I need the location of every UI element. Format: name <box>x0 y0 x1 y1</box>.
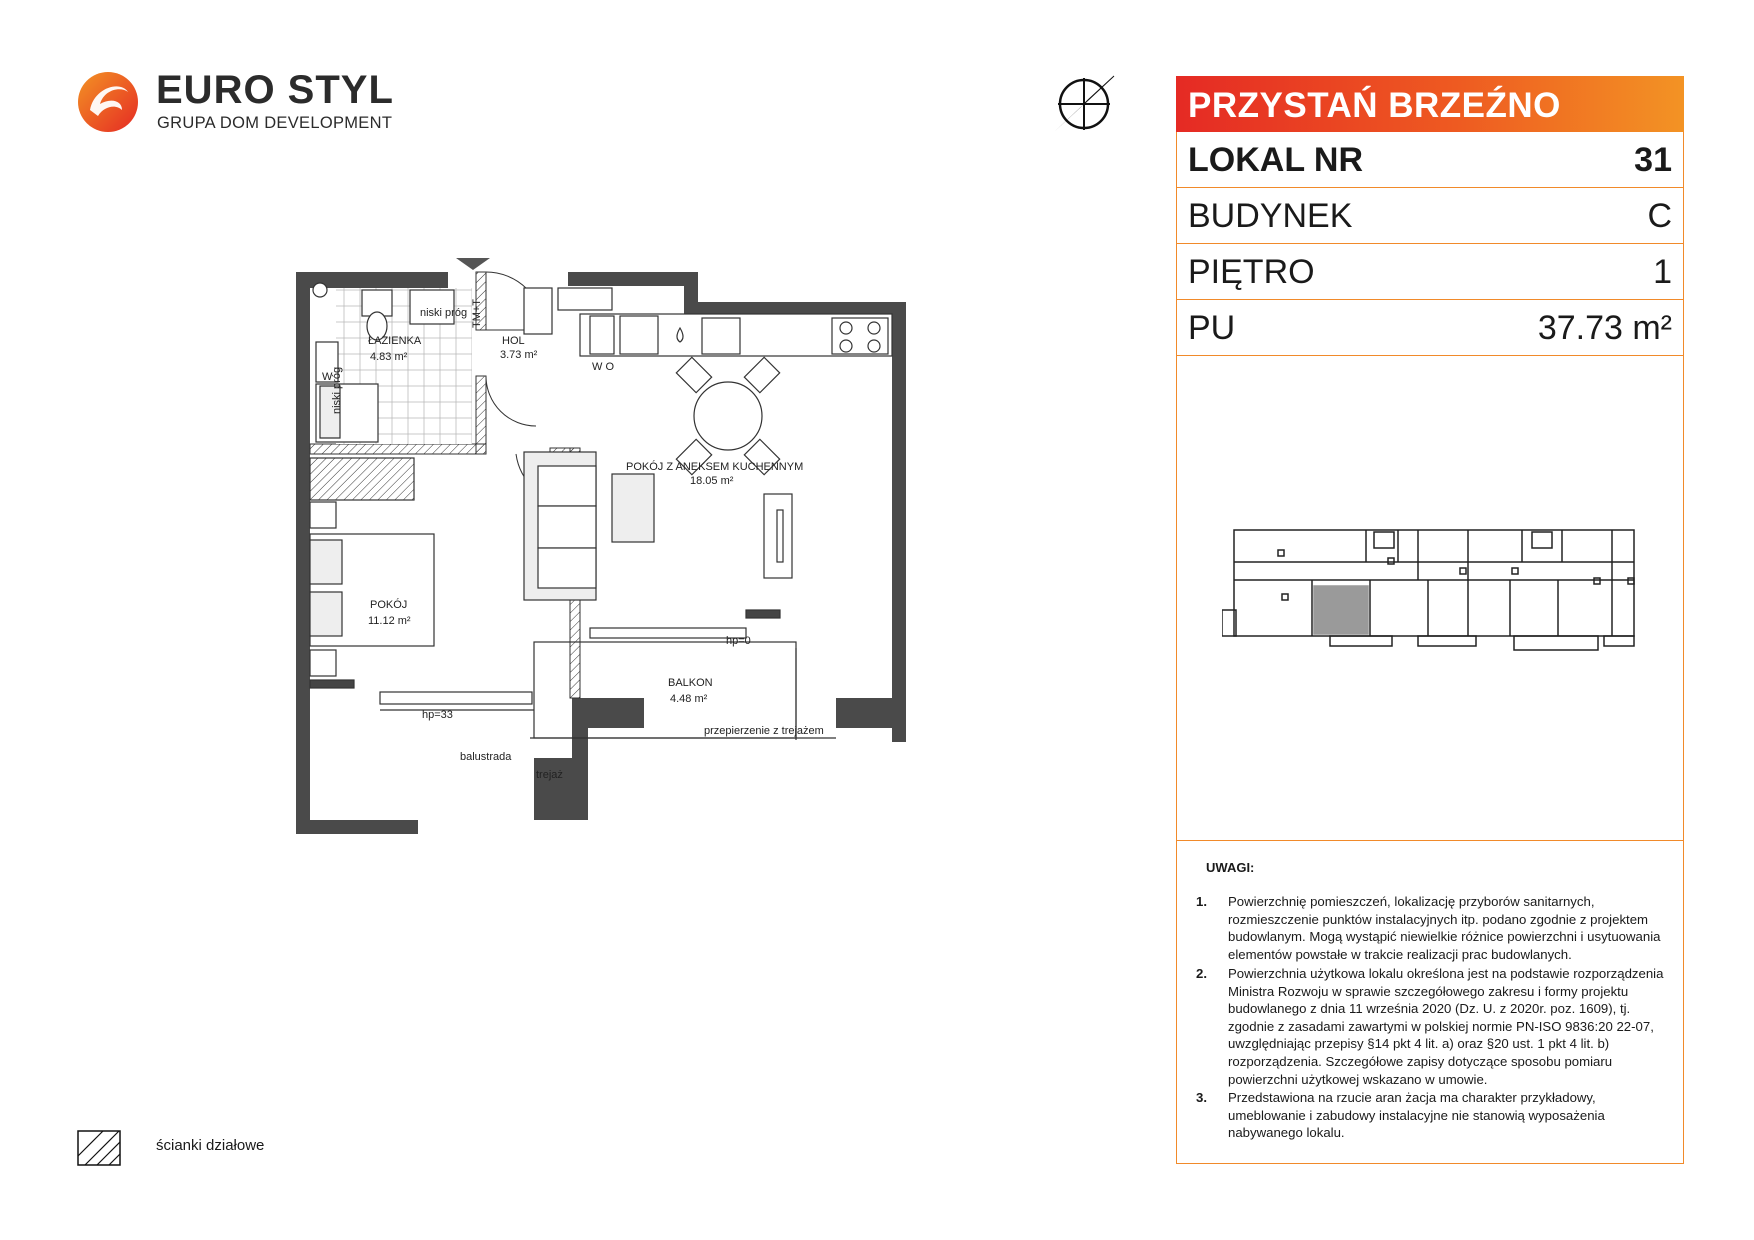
annotation: niski próg <box>331 366 343 414</box>
note-item <box>1196 1089 1676 1145</box>
note-text: Przedstawiona na rzucie aran żacja ma charakter przykładowy, umeblowanie i zabudowy instalacyjne nie stanowią wyposażenia nabywanego lokalu. <box>1228 1090 1605 1141</box>
note-number: 1. <box>1196 894 1207 909</box>
note-number: 2. <box>1196 966 1207 981</box>
partition-wall-hatch-icon <box>77 1130 121 1166</box>
room-area: 4.83 m² <box>370 351 408 363</box>
row-label: PIĘTRO <box>1188 253 1315 291</box>
row-value: 31 <box>1634 141 1672 179</box>
room-area: 11.12 m² <box>368 615 411 627</box>
annotation: W O <box>592 361 614 373</box>
project-name: PRZYSTAŃ BRZEŹNO <box>1188 86 1561 125</box>
note-text: Powierzchnia użytkowa lokalu określona jest na podstawie rozporządzenia Ministra Rozwoju w sprawie szczegółowego zakresu i formy projektu budowlanego z dnia 11 września 2020 (Dz. U. z 2020r. poz. 1609), tj. zgodnie z zasadami zawartymi w polskiej normie PN-ISO 9836:20 22-07, uwzględniając przepisy §14 pkt 4 lit. a) oraz §20 ust. 1 pkt 4 lit. b) rozporządzenia. Szczegółowe zapisy dotyczące sposobu pomiaru powierzchni użytkowej wskazano w umowie. <box>1228 966 1664 1087</box>
note-item <box>1196 893 1676 965</box>
project-header <box>1176 76 1684 132</box>
legend-label: ścianki działowe <box>156 1137 265 1154</box>
row-value: 37.73 m² <box>1537 309 1672 347</box>
row-pietro <box>1176 244 1684 300</box>
annotation: hp=0 <box>726 635 751 647</box>
row-pu <box>1176 300 1684 356</box>
room-name: POKÓJ Z ANEKSEM KUCHENNYM <box>626 461 804 473</box>
row-label: LOKAL NR <box>1188 141 1364 179</box>
living-furniture <box>524 452 792 600</box>
room-name: POKÓJ <box>370 599 408 611</box>
building-key-plan <box>1222 522 1642 652</box>
euro-styl-logo-icon <box>76 70 140 134</box>
annotation: niski próg <box>420 307 468 319</box>
notes-title: UWAGI: <box>1206 860 1255 875</box>
apartment-floor-plan <box>280 258 960 858</box>
room-name: ŁAZIENKA <box>368 335 422 347</box>
annotation: balustrada <box>460 751 512 763</box>
room-area: 18.05 m² <box>690 475 734 487</box>
row-label: PU <box>1188 309 1236 347</box>
kitchen-counter <box>524 288 892 356</box>
annotation: trejaż <box>536 769 563 781</box>
annotation: TM+T <box>471 298 483 328</box>
row-lokal <box>1176 132 1684 188</box>
bedroom-furniture <box>310 458 434 688</box>
row-value: C <box>1647 197 1672 235</box>
brand-name: EURO STYL <box>156 68 394 112</box>
note-text: Powierzchnię pomieszczeń, lokalizację przyborów sanitarnych, rozmieszczenie punktów instalacyjnych itp. podano zgodnie z projektem budowlanym. Mogą wystąpić niewielkie różnice powierzchni i usytuowania elementów powstałe w trakcie realizacji prac budowlanych. <box>1228 894 1661 962</box>
dining-table <box>676 357 779 474</box>
brand-subtitle: GRUPA DOM DEVELOPMENT <box>157 114 393 132</box>
annotation: przepierzenie z trejażem <box>704 725 824 737</box>
notes-divider <box>1176 840 1684 841</box>
annotation: W <box>322 371 333 383</box>
annotation: hp=33 <box>422 709 453 721</box>
row-label: BUDYNEK <box>1188 197 1353 235</box>
room-name: HOL <box>502 335 525 347</box>
room-area: 4.48 m² <box>670 693 708 705</box>
row-value: 1 <box>1653 253 1672 291</box>
room-area: 3.73 m² <box>500 349 538 361</box>
row-budynek <box>1176 188 1684 244</box>
note-number: 3. <box>1196 1090 1207 1105</box>
room-name: BALKON <box>668 677 713 689</box>
north-arrow-icon <box>1048 68 1120 140</box>
note-item <box>1196 965 1676 1089</box>
